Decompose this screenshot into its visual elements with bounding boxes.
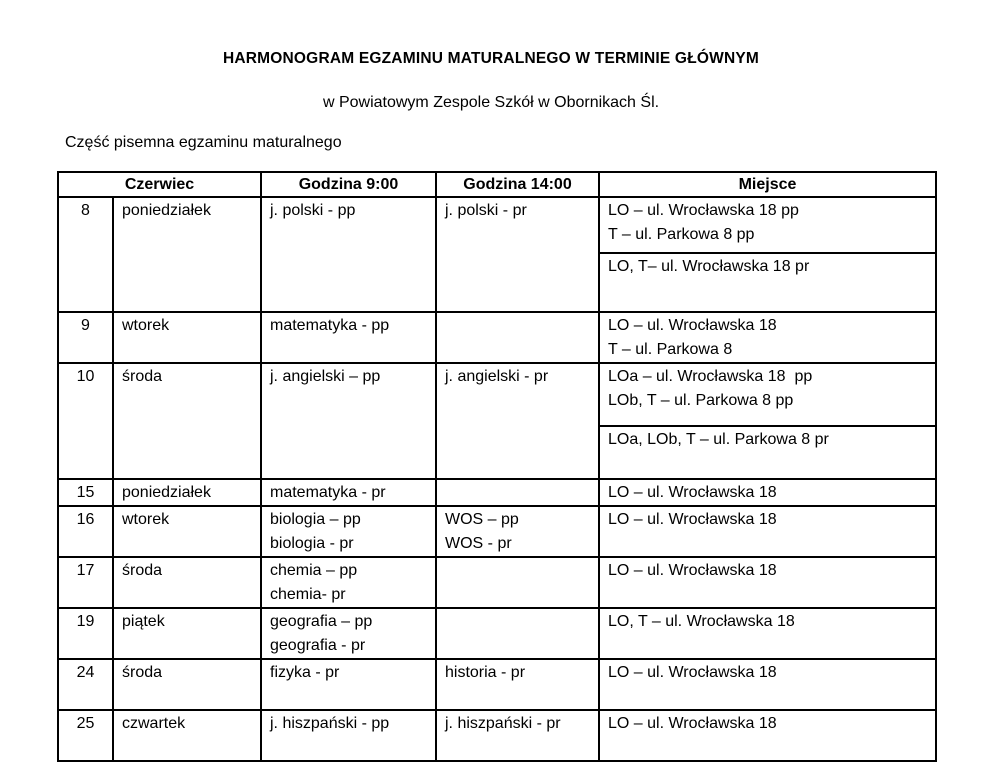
cell-line: matematyka - pr bbox=[270, 484, 386, 501]
weekday-cell: czwartek bbox=[113, 710, 261, 761]
afternoon-exam-cell bbox=[436, 608, 599, 659]
cell-line: LO, T – ul. Wrocławska 18 bbox=[608, 613, 795, 630]
cell-line: LOa – ul. Wrocławska 18 pp bbox=[608, 368, 813, 385]
cell-line: chemia – pp bbox=[270, 562, 358, 579]
cell-line: fizyka - pr bbox=[270, 664, 340, 681]
weekday-cell: poniedziałek bbox=[113, 479, 261, 506]
date-cell: 24 bbox=[58, 659, 113, 710]
table-header-row bbox=[58, 172, 936, 197]
morning-exam-cell bbox=[261, 506, 436, 557]
morning-exam-cell bbox=[261, 710, 436, 761]
cell-line: biologia - pr bbox=[270, 535, 354, 552]
place-cell bbox=[599, 426, 936, 479]
morning-exam-cell bbox=[261, 363, 436, 479]
cell-line: LO – ul. Wrocławska 18 bbox=[608, 715, 777, 732]
place-cell bbox=[599, 312, 936, 363]
afternoon-exam-cell bbox=[436, 479, 599, 506]
date-cell: 8 bbox=[58, 197, 113, 312]
cell-line: j. hiszpański - pp bbox=[270, 715, 390, 732]
cell-line: WOS – pp bbox=[445, 511, 519, 528]
cell-line: LOb, T – ul. Parkowa 8 pp bbox=[608, 392, 794, 409]
cell-line: WOS - pr bbox=[445, 535, 512, 552]
weekday-cell: środa bbox=[113, 363, 261, 479]
cell-line: j. polski - pr bbox=[445, 202, 527, 219]
morning-exam-cell bbox=[261, 608, 436, 659]
cell-line: j. hiszpański - pr bbox=[445, 715, 561, 732]
header-time-900: Godzina 9:00 bbox=[261, 172, 436, 197]
weekday-cell: środa bbox=[113, 557, 261, 608]
place-cell bbox=[599, 197, 936, 253]
cell-line: geografia - pr bbox=[270, 637, 366, 654]
page-title: HARMONOGRAM EGZAMINU MATURALNEGO W TERMINIE GŁÓWNYM bbox=[222, 50, 759, 67]
section-label: Część pisemna egzaminu maturalnego bbox=[65, 134, 342, 151]
cell-line: biologia – pp bbox=[270, 511, 361, 528]
cell-line: historia - pr bbox=[445, 664, 526, 681]
page-subtitle: w Powiatowym Zespole Szkół w Obornikach Śl. bbox=[322, 94, 660, 111]
morning-exam-cell bbox=[261, 479, 436, 506]
morning-exam-cell bbox=[261, 197, 436, 312]
cell-line: j. angielski - pr bbox=[445, 368, 549, 385]
place-cell bbox=[599, 557, 936, 608]
weekday-cell: piątek bbox=[113, 608, 261, 659]
morning-exam-cell bbox=[261, 312, 436, 363]
place-cell bbox=[599, 659, 936, 710]
weekday-cell: poniedziałek bbox=[113, 197, 261, 312]
table-row bbox=[58, 363, 936, 426]
cell-line: geografia – pp bbox=[270, 613, 373, 630]
cell-line: LO – ul. Wrocławska 18 bbox=[608, 511, 777, 528]
cell-line: LOa, LOb, T – ul. Parkowa 8 pr bbox=[608, 431, 829, 448]
header-time-1400: Godzina 14:00 bbox=[436, 172, 599, 197]
place-cell bbox=[599, 363, 936, 426]
weekday-cell: środa bbox=[113, 659, 261, 710]
table-row bbox=[58, 197, 936, 253]
cell-line: T – ul. Parkowa 8 pp bbox=[608, 226, 755, 243]
table-row bbox=[58, 710, 936, 761]
header-place: Miejsce bbox=[599, 172, 936, 197]
cell-line: LO – ul. Wrocławska 18 bbox=[608, 562, 777, 579]
afternoon-exam-cell bbox=[436, 506, 599, 557]
afternoon-exam-cell bbox=[436, 197, 599, 312]
afternoon-exam-cell bbox=[436, 363, 599, 479]
cell-line: T – ul. Parkowa 8 bbox=[608, 341, 733, 358]
date-cell: 15 bbox=[58, 479, 113, 506]
table-row bbox=[58, 608, 936, 659]
date-cell: 17 bbox=[58, 557, 113, 608]
table-row bbox=[58, 506, 936, 557]
afternoon-exam-cell bbox=[436, 659, 599, 710]
place-cell bbox=[599, 608, 936, 659]
afternoon-exam-cell bbox=[436, 557, 599, 608]
cell-line: j. angielski – pp bbox=[270, 368, 381, 385]
table-row bbox=[58, 312, 936, 363]
cell-line: LO, T– ul. Wrocławska 18 pr bbox=[608, 258, 810, 275]
cell-line: j. polski - pp bbox=[270, 202, 356, 219]
cell-line: matematyka - pp bbox=[270, 317, 390, 334]
table-row bbox=[58, 479, 936, 506]
exam-schedule-table bbox=[57, 171, 937, 762]
afternoon-exam-cell bbox=[436, 710, 599, 761]
morning-exam-cell bbox=[261, 659, 436, 710]
weekday-cell: wtorek bbox=[113, 312, 261, 363]
cell-line: LO – ul. Wrocławska 18 bbox=[608, 484, 777, 501]
date-cell: 25 bbox=[58, 710, 113, 761]
weekday-cell: wtorek bbox=[113, 506, 261, 557]
table-row bbox=[58, 659, 936, 710]
cell-line: LO – ul. Wrocławska 18 bbox=[608, 317, 777, 334]
date-cell: 19 bbox=[58, 608, 113, 659]
afternoon-exam-cell bbox=[436, 312, 599, 363]
date-cell: 16 bbox=[58, 506, 113, 557]
date-cell: 10 bbox=[58, 363, 113, 479]
place-cell bbox=[599, 253, 936, 312]
cell-line: LO – ul. Wrocławska 18 bbox=[608, 664, 777, 681]
morning-exam-cell bbox=[261, 557, 436, 608]
place-cell bbox=[599, 710, 936, 761]
date-cell: 9 bbox=[58, 312, 113, 363]
place-cell bbox=[599, 479, 936, 506]
header-month: Czerwiec bbox=[58, 172, 261, 197]
place-cell bbox=[599, 506, 936, 557]
table-row bbox=[58, 557, 936, 608]
cell-line: LO – ul. Wrocławska 18 pp bbox=[608, 202, 799, 219]
cell-line: chemia- pr bbox=[270, 586, 346, 603]
